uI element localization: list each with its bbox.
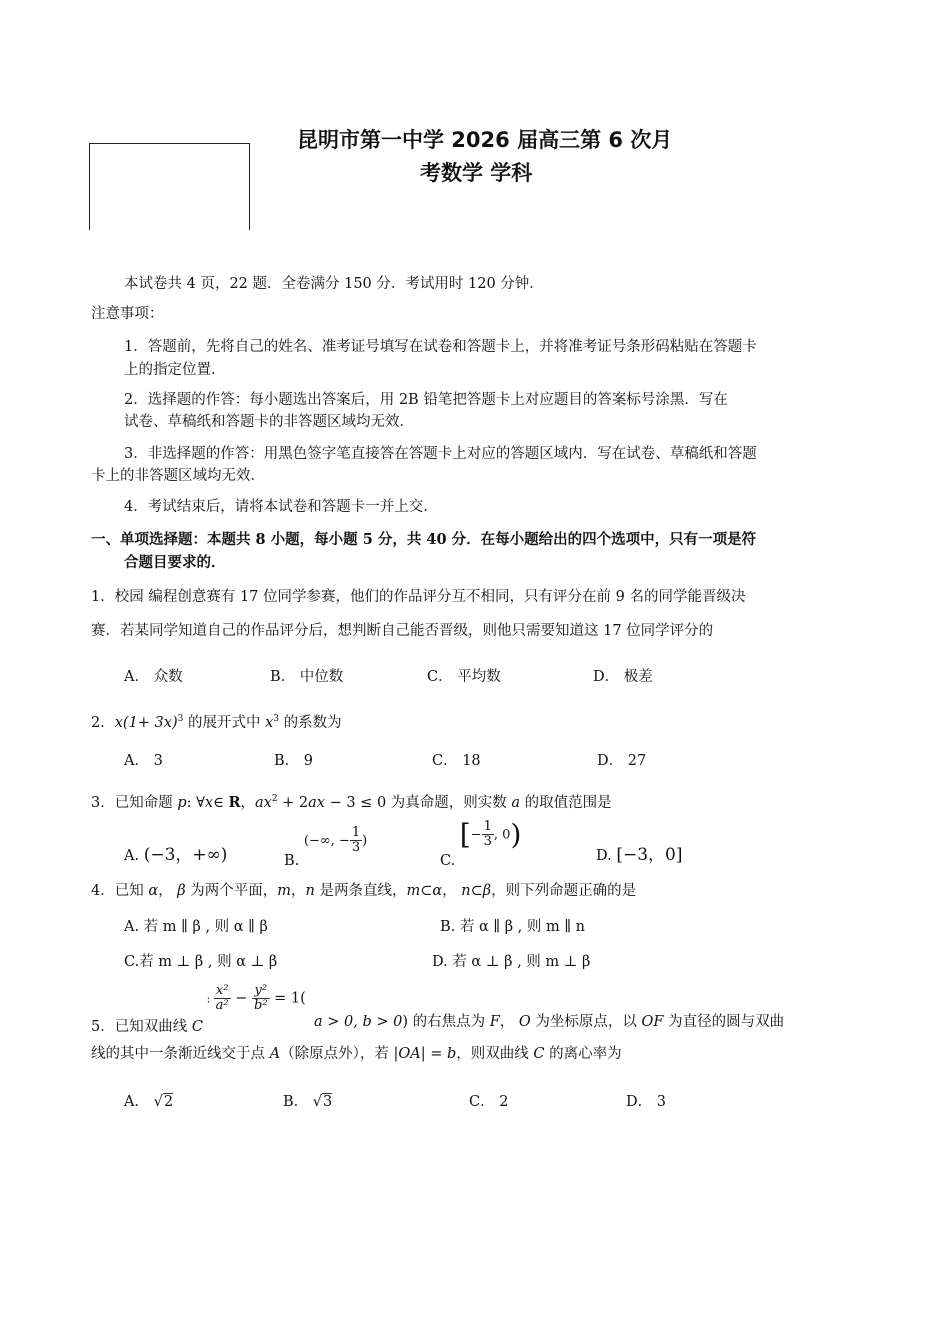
q5-option-a[interactable] [124, 1092, 173, 1112]
note-4: 4．考试结束后，请将本试卷和答题卡一并上交． [124, 499, 438, 515]
q5-fraction-x [214, 984, 231, 1013]
q2-option-b[interactable]: B． 9 [274, 753, 313, 769]
q5-line2b: （除原点外），若 [280, 1046, 394, 1062]
q5-option-b[interactable] [283, 1092, 332, 1112]
q3-ineq: − 3 ≤ 0 为真命题，则实数 [324, 794, 512, 811]
q5-C2: C [533, 1046, 545, 1062]
q5-line2e: 的离心率为 [544, 1046, 622, 1062]
q5-b: b [446, 1046, 457, 1062]
q3-ax2-exp: 2 [271, 794, 278, 804]
q3-option-d[interactable] [596, 845, 682, 866]
q4-stem-b: ， [158, 883, 178, 899]
q3-option-b-denominator: 3 [351, 840, 361, 855]
q5-option-c[interactable]: C． 2 [469, 1094, 509, 1110]
q2-expression: x(1+ 3x) [114, 714, 178, 731]
q2-option-d[interactable]: D． 27 [597, 753, 647, 769]
q3-option-a-value: (−3，+∞) [143, 845, 228, 865]
q3-stem [91, 789, 612, 813]
q3-number: 3．已知命题 [91, 794, 178, 811]
q4-alpha-2: α [432, 883, 443, 899]
q5-option-d[interactable]: D． 3 [626, 1094, 666, 1110]
q5-O: O [518, 1014, 531, 1030]
q2-term-exponent: 3 [273, 714, 279, 724]
q4-stem-e: 是两条直线， [314, 883, 407, 899]
q4-option-b[interactable]: B. 若 α ∥ β , 则 m ∥ n [440, 919, 586, 935]
q5-fraction-x-numerator: x² [214, 984, 231, 999]
q3-option-c-right: , 0 [493, 827, 511, 843]
q3-p: p [177, 794, 187, 811]
q1-option-d[interactable]: D． 极差 [593, 669, 653, 685]
q3-R: R [228, 793, 241, 811]
student-info-box [89, 143, 250, 230]
q5-option-a-label: A． [124, 1094, 154, 1110]
q3-a: a [511, 794, 521, 811]
q5-mid4: 为直径的圆与双曲 [663, 1014, 785, 1030]
q4-n: n [305, 883, 315, 899]
q5-C: C [191, 1018, 203, 1035]
exam-title-line2: 考数学 学科 [420, 161, 533, 185]
q2-tail: 的系数为 [279, 714, 342, 731]
q2-text: 的展开式中 [183, 714, 266, 731]
note-2-cont: 试卷、草稿纸和答题卡的非答题区域均无效． [124, 414, 414, 430]
q4-option-c[interactable]: C.若 m ⊥ β , 则 α ⊥ β [124, 954, 278, 970]
q4-option-a[interactable]: A. 若 m ∥ β , 则 α ∥ β [124, 919, 268, 935]
q5-line2d: ，则双曲线 [456, 1046, 534, 1062]
q5-A: A [269, 1046, 281, 1062]
q2-option-a[interactable]: A． 3 [124, 753, 163, 769]
q3-option-a-label: A. [124, 848, 144, 864]
q3-option-b-numerator: 1 [351, 825, 361, 840]
q5-stem-line2 [91, 1044, 622, 1064]
q3-tail: 的取值范围是 [520, 794, 612, 811]
q5-option-a-sqrt-icon: √ [153, 1094, 163, 1110]
q3-option-c-numerator: 1 [483, 819, 492, 834]
section1-heading-cont: 合题目要求的． [124, 554, 226, 571]
q5-minus: − [230, 990, 252, 1007]
q3-option-d-label: D. [596, 848, 617, 864]
q5-mid: 的右焦点为 [408, 1014, 490, 1030]
q4-stem [91, 881, 636, 901]
q3-plus: + 2 [277, 794, 309, 811]
q2-expression-exponent: 3 [177, 714, 184, 724]
q5-colon: : [202, 992, 214, 1006]
q1-option-c[interactable]: C． 平均数 [427, 669, 501, 685]
q3-option-a[interactable] [124, 845, 227, 866]
q3-option-c-open-bracket: [ [459, 818, 471, 851]
q5-fraction-y-denominator: b² [254, 998, 268, 1013]
q3-comma: ， [240, 794, 255, 811]
exam-title-line1: 昆明市第一中学 2026 届高三第 6 次月 [297, 128, 673, 152]
q2-stem [91, 709, 342, 733]
q3-option-c-label: C. [440, 852, 456, 869]
note-1-cont: 上的指定位置． [124, 362, 226, 378]
q2-number: 2． [91, 714, 115, 731]
q2-term: x [265, 714, 274, 731]
q1-option-a[interactable]: A． 众数 [124, 669, 183, 685]
q4-option-d[interactable]: D. 若 α ⊥ β , 则 m ⊥ β [432, 954, 591, 970]
note-3: 3．非选择题的作答：用黑色签字笔直接答在答题卡上对应的答题区域内．写在试卷、草稿纸和答题 [124, 446, 757, 462]
q4-alpha: α [148, 883, 159, 899]
q3-ax: ax [308, 794, 325, 811]
q3-option-c[interactable] [440, 818, 522, 869]
q5-condition: a > 0, b > 0 [314, 1014, 403, 1030]
q5-F: F [489, 1014, 500, 1030]
q3-option-c-denominator: 3 [483, 834, 492, 849]
q5-option-b-value: 3 [323, 1094, 333, 1110]
q5-stem-rest [314, 1012, 784, 1032]
q3-option-b[interactable] [284, 825, 368, 869]
q5-mid2: ， [499, 1014, 519, 1030]
q5-line2a: 线的其中一条渐近线交于点 [91, 1046, 270, 1062]
q3-option-c-close-paren: ) [510, 818, 522, 851]
q5-option-b-label: B． [283, 1094, 313, 1110]
q4-stem-c: 为两个平面， [185, 883, 278, 899]
q5-OA: |OA| [393, 1046, 426, 1062]
section1-heading: 一、单项选择题：本题共 8 小题，每小题 5 分，共 40 分．在每小题给出的四个选项中，只有一项是符 [91, 531, 757, 548]
q5-OF: OF [641, 1014, 664, 1030]
q3-option-c-minus: − [470, 827, 482, 843]
q3-x: x [204, 794, 214, 811]
q4-m: m [277, 883, 291, 899]
q4-n-subset: n⊂ [461, 883, 483, 899]
q1-option-b[interactable]: B． 中位数 [270, 669, 344, 685]
q4-beta-2: β [482, 883, 492, 899]
note-3-cont: 卡上的非答题区域均无效． [91, 468, 265, 484]
q4-m-subset: m⊂ [406, 883, 433, 899]
q3-forall: ∀ [196, 794, 205, 811]
notes-heading: 注意事项： [91, 306, 164, 322]
q3-option-b-label: B. [284, 852, 300, 869]
q1-stem-cont: 赛．若某同学知道自己的作品评分后，想判断自己能否晋级，则他只需要知道这 17 位同学评分的 [91, 623, 714, 639]
q3-option-b-right: ) [362, 833, 368, 849]
q5-fraction-y-numerator: y² [252, 984, 270, 999]
q3-in: ∈ [213, 794, 229, 811]
q5-fraction-y [252, 984, 270, 1013]
q5-option-b-sqrt-icon: √ [312, 1094, 323, 1110]
note-1: 1．答题前，先将自己的姓名、准考证号填写在试卷和答题卡上，并将准考证号条形码粘贴在答题卡 [124, 339, 757, 355]
q3-ax2: ax [255, 794, 272, 811]
q3-option-d-value: [−3，0] [616, 845, 683, 865]
note-2: 2．选择题的作答：每小题选出答案后，用 2B 铅笔把答题卡上对应题目的答案标号涂黑．写在 [124, 392, 728, 408]
q5-option-a-value: 2 [163, 1094, 174, 1110]
q4-beta: β [177, 883, 186, 899]
q4-stem-f: ，则下列命题正确的是 [491, 883, 637, 899]
q3-option-c-fraction [482, 820, 494, 849]
q5-mid3: 为坐标原点，以 [530, 1014, 642, 1030]
q4-stem-a: 4．已知 [91, 883, 149, 899]
q4-stem-d: ， [291, 883, 306, 899]
q5-fraction-x-denominator: a² [215, 998, 229, 1013]
q5-line2c: = [425, 1046, 447, 1062]
q1-stem: 1．校园 编程创意赛有 17 位同学参赛，他们的作品评分互不相同，只有评分在前 9 名的同学能晋级决 [91, 589, 746, 605]
q3-option-b-fraction [350, 826, 362, 855]
q3-colon: : [186, 794, 197, 811]
q5-number: 5．已知双曲线 [91, 1018, 192, 1035]
intro-text: 本试卷共 4 页，22 题．全卷满分 150 分．考试用时 120 分钟． [124, 276, 544, 292]
q4-sep: ， [442, 883, 462, 899]
q5-eq: = 1( [269, 990, 306, 1007]
q2-option-c[interactable]: C． 18 [432, 753, 481, 769]
q5-close: ) [402, 1014, 409, 1030]
q5-stem [91, 983, 306, 1035]
q3-option-b-left: (−∞, − [303, 833, 350, 849]
